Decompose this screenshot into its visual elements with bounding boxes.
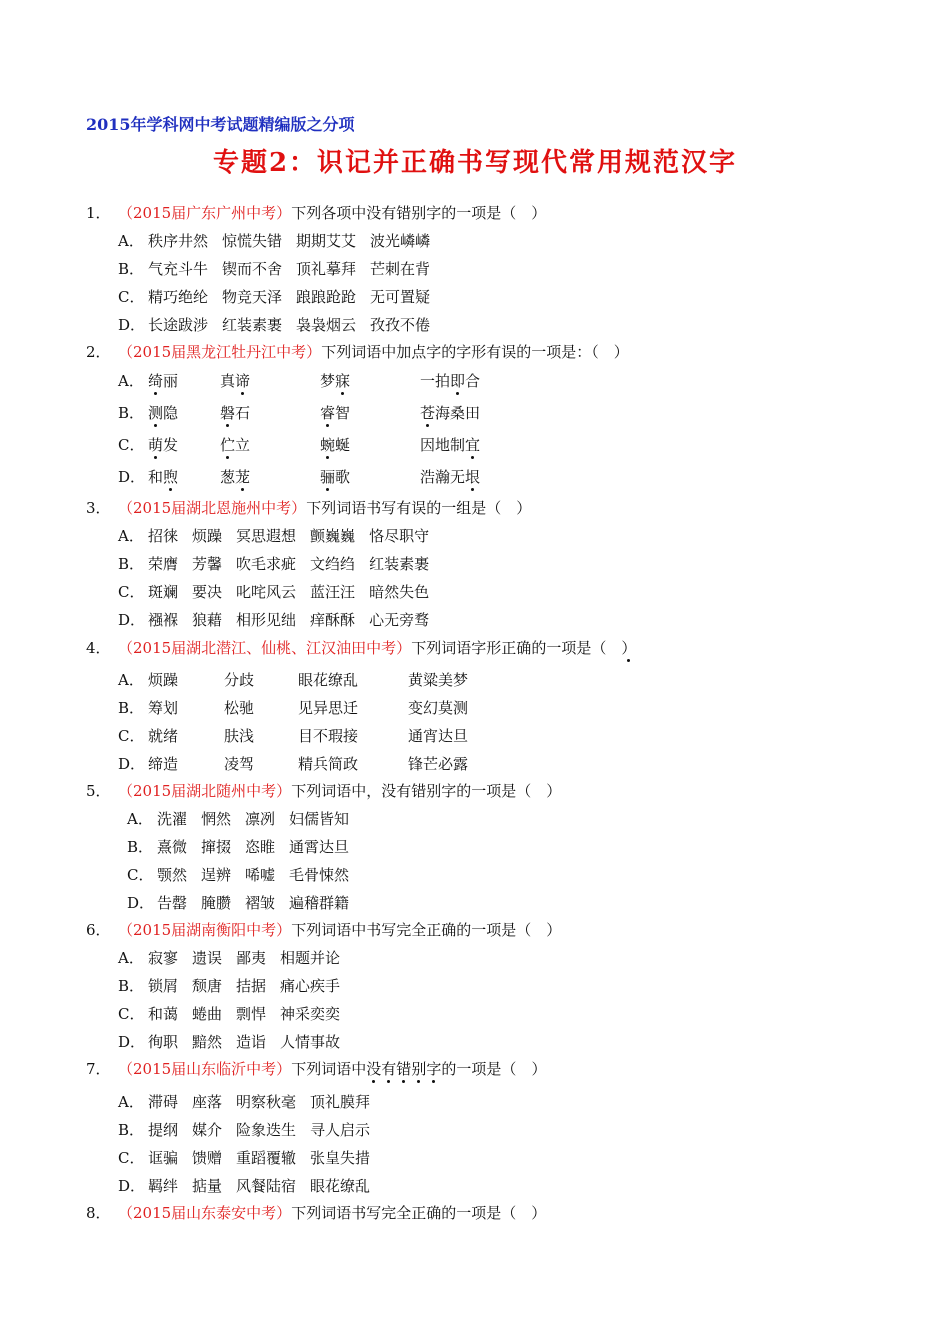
option-word: 叱咤风云 (236, 583, 297, 601)
option-word: 梦寐 (320, 372, 351, 390)
option-word: 颚然 (157, 866, 188, 884)
question-text: 下列词语中，没有错别字的一项是（ ） (291, 782, 562, 800)
option-word: 精巧绝纶 (148, 288, 209, 306)
option-c (118, 434, 538, 456)
option-word: 期期艾艾 (296, 232, 357, 250)
question-source: （2015届广东广州中考） (118, 204, 292, 222)
option-c (118, 1003, 354, 1025)
option-word: 红装素裹 (222, 316, 283, 334)
option-word: 相题并论 (280, 949, 341, 967)
option-word: 文绉绉 (310, 555, 356, 573)
question-number: 5． (86, 782, 111, 800)
option-word: 芳馨 (192, 555, 223, 573)
option-word: 睿智 (320, 404, 351, 422)
option-word: 告罄 (157, 894, 188, 912)
option-word: 座落 (192, 1093, 223, 1111)
option-word: 因地制宜 (420, 436, 481, 454)
option-label: D． (118, 1177, 146, 1195)
option-word: 寻人启示 (310, 1121, 371, 1139)
option-label: C． (118, 583, 145, 601)
option-b (118, 258, 444, 280)
document-header: 2015年学科网中考试题精编版之分项 (86, 115, 355, 134)
option-word: 张皇失措 (310, 1149, 371, 1167)
option-word: 变幻莫测 (408, 699, 469, 717)
option-label: B． (118, 260, 145, 278)
option-word: 蜿蜒 (320, 436, 351, 454)
option-word: 骊歌 (320, 468, 351, 486)
option-word: 颤巍巍 (310, 527, 356, 545)
option-word: 和煦 (148, 468, 179, 486)
question-number: 3． (86, 499, 111, 517)
option-label: C． (118, 436, 145, 454)
option-b (118, 975, 354, 997)
option-word: 鄙夷 (236, 949, 267, 967)
question-number: 7． (86, 1060, 111, 1078)
question-1 (86, 202, 546, 224)
page-title: 专题2：识记并正确书写现代常用规范汉字 (212, 148, 738, 178)
option-word: 袅袅烟云 (296, 316, 357, 334)
option-c (118, 1147, 384, 1169)
option-word: 锁屑 (148, 977, 179, 995)
option-label: A． (118, 671, 144, 689)
option-word: 肤浅 (224, 727, 255, 745)
option-b (118, 1119, 384, 1141)
option-word: 红装素裹 (369, 555, 430, 573)
option-word: 蓝汪汪 (310, 583, 356, 601)
option-word: 无可置疑 (370, 288, 431, 306)
option-word: 诓骗 (148, 1149, 179, 1167)
option-word: 险象迭生 (236, 1121, 297, 1139)
option-label: B． (118, 977, 145, 995)
option-word: 拮据 (236, 977, 267, 995)
option-word: 凛冽 (245, 810, 276, 828)
option-label: A． (127, 810, 153, 828)
question-source: （2015届湖南衡阳中考） (118, 921, 292, 939)
option-label: B． (118, 555, 145, 573)
option-word: 恣睢 (245, 838, 276, 856)
option-word: 斑斓 (148, 583, 179, 601)
option-label: D． (118, 316, 146, 334)
option-word: 腌臜 (201, 894, 232, 912)
option-a (118, 525, 443, 547)
option-word: 风餐陆宿 (236, 1177, 297, 1195)
option-word: 寂寥 (148, 949, 179, 967)
option-word: 烦躁 (192, 527, 223, 545)
option-label: D． (127, 894, 155, 912)
option-a (118, 370, 538, 392)
option-d (118, 1175, 384, 1197)
option-word: 造诣 (236, 1033, 267, 1051)
option-c (118, 286, 444, 308)
option-word: 孜孜不倦 (370, 316, 431, 334)
option-word: 吹毛求疵 (236, 555, 297, 573)
option-word: 分歧 (224, 671, 255, 689)
option-word: 冥思遐想 (236, 527, 297, 545)
option-word: 遗误 (192, 949, 223, 967)
option-d (118, 1031, 354, 1053)
option-word: 锲而不舍 (222, 260, 283, 278)
option-word: 暗然失色 (369, 583, 430, 601)
option-b (118, 402, 538, 424)
question-source: （2015届山东临沂中考） (118, 1060, 292, 1078)
question-source: （2015届山东泰安中考） (118, 1204, 292, 1222)
option-word: 惊慌失错 (222, 232, 283, 250)
option-word: 提纲 (148, 1121, 179, 1139)
option-label: A． (118, 949, 144, 967)
option-word: 松驰 (224, 699, 255, 717)
option-word: 踉踉跄跄 (296, 288, 357, 306)
question-source: （2015届湖北随州中考） (118, 782, 292, 800)
option-word: 襁褓 (148, 611, 179, 629)
option-label: D． (118, 1033, 146, 1051)
option-a (118, 230, 444, 252)
option-word: 招徕 (148, 527, 179, 545)
option-word: 就绪 (148, 727, 179, 745)
question-text: 下列词语字形正确的一项是（ ） (411, 639, 637, 657)
question-source: （2015届湖北恩施州中考） (118, 499, 307, 517)
option-label: B． (127, 838, 154, 856)
question-7 (86, 1058, 546, 1080)
option-word: 荣膺 (148, 555, 179, 573)
option-label: C． (127, 866, 154, 884)
question-number: 4． (86, 639, 111, 657)
option-a (118, 669, 538, 691)
option-a (127, 808, 363, 830)
question-6 (86, 919, 561, 941)
question-text: 下列词语中没有错别字的一项是（ ） (291, 1060, 547, 1078)
question-text: 下列词语中加点字的字形有误的一项是：（ ） (321, 343, 629, 361)
option-d (118, 609, 443, 631)
question-text: 下列词语书写有误的一组是（ ） (306, 499, 532, 517)
question-text: 下列词语书写完全正确的一项是（ ） (291, 1204, 547, 1222)
option-word: 目不瑕接 (298, 727, 359, 745)
option-word: 芒刺在背 (370, 260, 431, 278)
option-label: D． (118, 468, 146, 486)
question-text: 下列词语中书写完全正确的一项是（ ） (291, 921, 562, 939)
option-a (118, 1091, 384, 1113)
question-number: 1． (86, 204, 111, 222)
option-word: 萌发 (148, 436, 179, 454)
option-word: 痒酥酥 (310, 611, 356, 629)
option-label: A． (118, 527, 144, 545)
option-label: A． (118, 232, 144, 250)
question-3 (86, 497, 531, 519)
option-label: C． (118, 1005, 145, 1023)
option-word: 秩序井然 (148, 232, 209, 250)
option-word: 绮丽 (148, 372, 179, 390)
option-word: 狼藉 (192, 611, 223, 629)
question-8 (86, 1202, 546, 1224)
option-word: 顶礼膜拜 (310, 1093, 371, 1111)
option-word: 通霄达旦 (289, 838, 350, 856)
option-word: 眼花缭乱 (298, 671, 359, 689)
option-label: D． (118, 611, 146, 629)
question-source: （2015届黑龙江牡丹江中考） (118, 343, 322, 361)
option-word: 葱茏 (220, 468, 251, 486)
option-word: 痛心疾手 (280, 977, 341, 995)
option-word: 磐石 (220, 404, 251, 422)
option-word: 顶礼摹拜 (296, 260, 357, 278)
option-word: 遍稽群籍 (289, 894, 350, 912)
option-d (118, 753, 538, 775)
option-b (127, 836, 363, 858)
option-word: 眼花缭乱 (310, 1177, 371, 1195)
option-word: 熹微 (157, 838, 188, 856)
option-word: 测隐 (148, 404, 179, 422)
question-4 (86, 637, 636, 659)
option-word: 掂量 (192, 1177, 223, 1195)
option-word: 相形见绌 (236, 611, 297, 629)
option-word: 馈赠 (192, 1149, 223, 1167)
option-word: 物竞天泽 (222, 288, 283, 306)
option-c (118, 581, 443, 603)
option-label: C． (118, 727, 145, 745)
option-word: 滞碍 (148, 1093, 179, 1111)
option-label: A． (118, 1093, 144, 1111)
option-word: 明察秋毫 (236, 1093, 297, 1111)
option-word: 撺掇 (201, 838, 232, 856)
option-d (127, 892, 363, 914)
option-word: 和蔼 (148, 1005, 179, 1023)
option-label: C． (118, 288, 145, 306)
option-word: 凌驾 (224, 755, 255, 773)
option-word: 唏嘘 (245, 866, 276, 884)
option-word: 黯然 (192, 1033, 223, 1051)
option-word: 波光嶙嶙 (370, 232, 431, 250)
option-word: 心无旁骛 (369, 611, 430, 629)
option-word: 毛骨悚然 (289, 866, 350, 884)
option-word: 黄粱美梦 (408, 671, 469, 689)
option-word: 精兵简政 (298, 755, 359, 773)
option-b (118, 697, 538, 719)
option-word: 颓唐 (192, 977, 223, 995)
option-word: 伫立 (220, 436, 251, 454)
option-word: 一拍即合 (420, 372, 481, 390)
option-d (118, 466, 538, 488)
option-word: 锋芒必露 (408, 755, 469, 773)
option-label: B． (118, 699, 145, 717)
option-word: 缔造 (148, 755, 179, 773)
option-word: 媒介 (192, 1121, 223, 1139)
question-text: 下列各项中没有错别字的一项是（ ） (291, 204, 547, 222)
option-word: 恪尽职守 (369, 527, 430, 545)
option-c (118, 725, 538, 747)
option-word: 苍海桑田 (420, 404, 481, 422)
option-d (118, 314, 444, 336)
option-word: 徇职 (148, 1033, 179, 1051)
option-word: 长途跋涉 (148, 316, 209, 334)
option-a (118, 947, 354, 969)
option-word: 剽悍 (236, 1005, 267, 1023)
option-word: 蜷曲 (192, 1005, 223, 1023)
option-label: B． (118, 1121, 145, 1139)
option-word: 烦躁 (148, 671, 179, 689)
option-b (118, 553, 443, 575)
option-word: 重蹈覆辙 (236, 1149, 297, 1167)
question-2 (86, 341, 629, 363)
option-label: A． (118, 372, 144, 390)
option-word: 见异思迁 (298, 699, 359, 717)
option-label: D． (118, 755, 146, 773)
option-label: C． (118, 1149, 145, 1167)
option-word: 人情事故 (280, 1033, 341, 1051)
question-number: 2． (86, 343, 111, 361)
question-number: 6． (86, 921, 111, 939)
option-word: 真谛 (220, 372, 251, 390)
question-source: （2015届湖北潜江、仙桃、江汉油田中考） (118, 639, 412, 657)
option-word: 神采奕奕 (280, 1005, 341, 1023)
option-word: 气充斗牛 (148, 260, 209, 278)
option-c (127, 864, 363, 886)
option-word: 通宵达旦 (408, 727, 469, 745)
option-word: 洗濯 (157, 810, 188, 828)
option-word: 褶皱 (245, 894, 276, 912)
option-label: B． (118, 404, 145, 422)
question-5 (86, 780, 561, 802)
option-word: 羁绊 (148, 1177, 179, 1195)
option-word: 要决 (192, 583, 223, 601)
option-word: 筹划 (148, 699, 179, 717)
option-word: 妇儒皆知 (289, 810, 350, 828)
question-number: 8． (86, 1204, 111, 1222)
option-word: 惘然 (201, 810, 232, 828)
option-word: 浩瀚无垠 (420, 468, 481, 486)
option-word: 逞辨 (201, 866, 232, 884)
